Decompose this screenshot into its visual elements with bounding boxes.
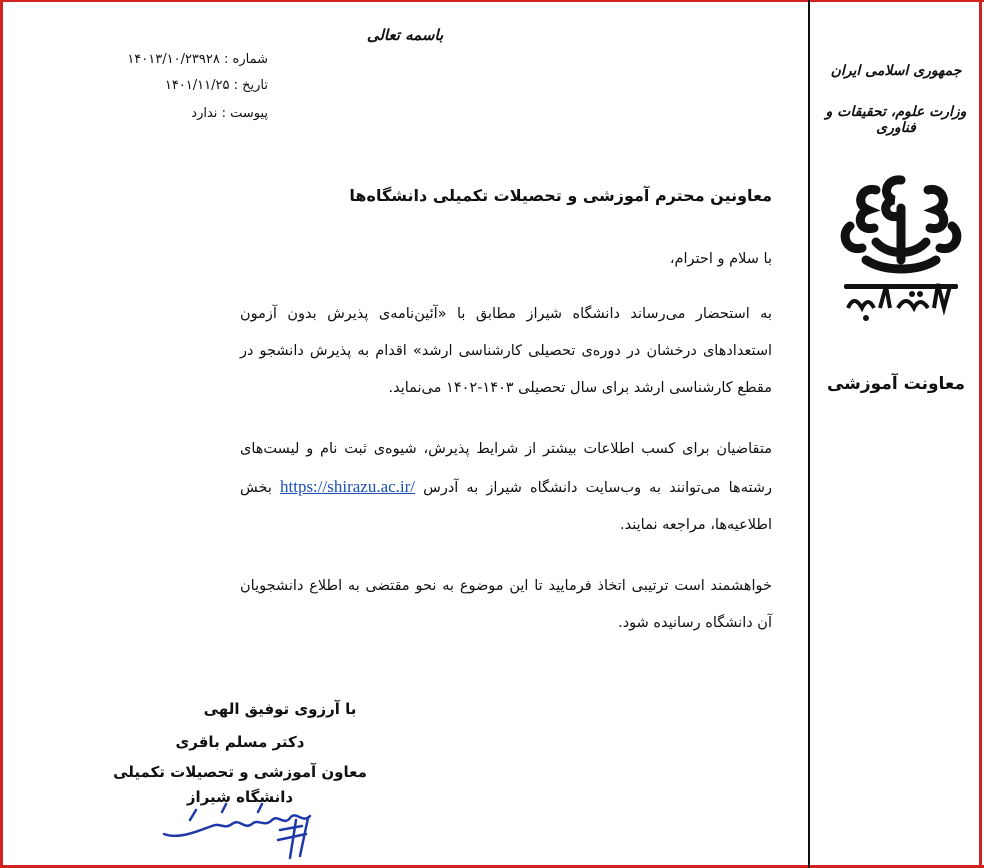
addressee: معاونین محترم آموزشی و تحصیلات تکمیلی دانشگاه‌ها [349, 186, 772, 205]
paragraph-2-after: بخش اطلاعیه‌ها، مراجعه نمایند. [240, 480, 772, 533]
number-value: ۱۴۰۱۳/۱۰/۲۳۹۲۸ [127, 52, 220, 67]
frame-left-border [0, 0, 3, 868]
number-label: شماره : [224, 52, 268, 67]
logo-lettering [844, 284, 958, 321]
date-label: تاریخ : [233, 78, 268, 93]
handwritten-signature [160, 790, 340, 860]
letter-attachment [191, 106, 268, 121]
greeting: با سلام و احترام، [669, 251, 772, 267]
department-name: معاونت آموزشی [826, 374, 966, 394]
attachment-label: پیوست : [221, 106, 268, 121]
paragraph-2-before: متقاضیان برای کسب اطلاعات بیشتر از شرایط پذیرش، شیوه‌ی ثبت نام و لیست‌های رشته‌ها می‌توانند به وب‌سایت دانشگاه شیراز به آدرس [240, 441, 772, 496]
ministry-name: وزارت علوم، تحقیقات و فناوری [825, 104, 967, 136]
university-logo [836, 168, 966, 328]
date-value: ۱۴۰۱/۱۱/۲۵ [164, 78, 230, 93]
signer-title: معاون آموزشی و تحصیلات تکمیلی [113, 763, 367, 781]
signer-organization: دانشگاه شیراز [186, 788, 294, 806]
basmeh-heading: باسمه تعالی [366, 26, 444, 44]
paragraph-3: خواهشمند است ترتیبی اتخاذ فرمایید تا این موضوع به نحو مقتضی به اطلاع دانشجویان آن دانشگاه رسانیده شود. [240, 578, 772, 631]
signer-name: دکتر مسلم باقری [175, 733, 305, 751]
university-website-link[interactable]: https://shirazu.ac.ir/ [280, 477, 416, 496]
attachment-value: ندارد [191, 106, 218, 121]
closing-phrase: با آرزوی توفیق الهی [203, 700, 357, 718]
paragraph-2 [240, 431, 772, 544]
frame-right-border [979, 0, 982, 868]
letter-number [127, 52, 268, 67]
paragraph-1: به استحضار می‌رساند دانشگاه شیراز مطابق با «آئین‌نامه‌ی پذیرش بدون آزمون استعدادهای درخشان در دوره‌ی تحصیلی کارشناسی ارشد» اقدام به پذیرش دانشجو در مقطع کارشناسی ارشد برای سال تحصیلی ۱۴۰۳-۱۴۰۲ می‌نماید. [240, 306, 772, 396]
country-name: جمهوری اسلامی ایران [830, 63, 962, 79]
column-divider [808, 0, 810, 868]
letter-date [165, 78, 268, 93]
frame-top-border [0, 0, 984, 2]
